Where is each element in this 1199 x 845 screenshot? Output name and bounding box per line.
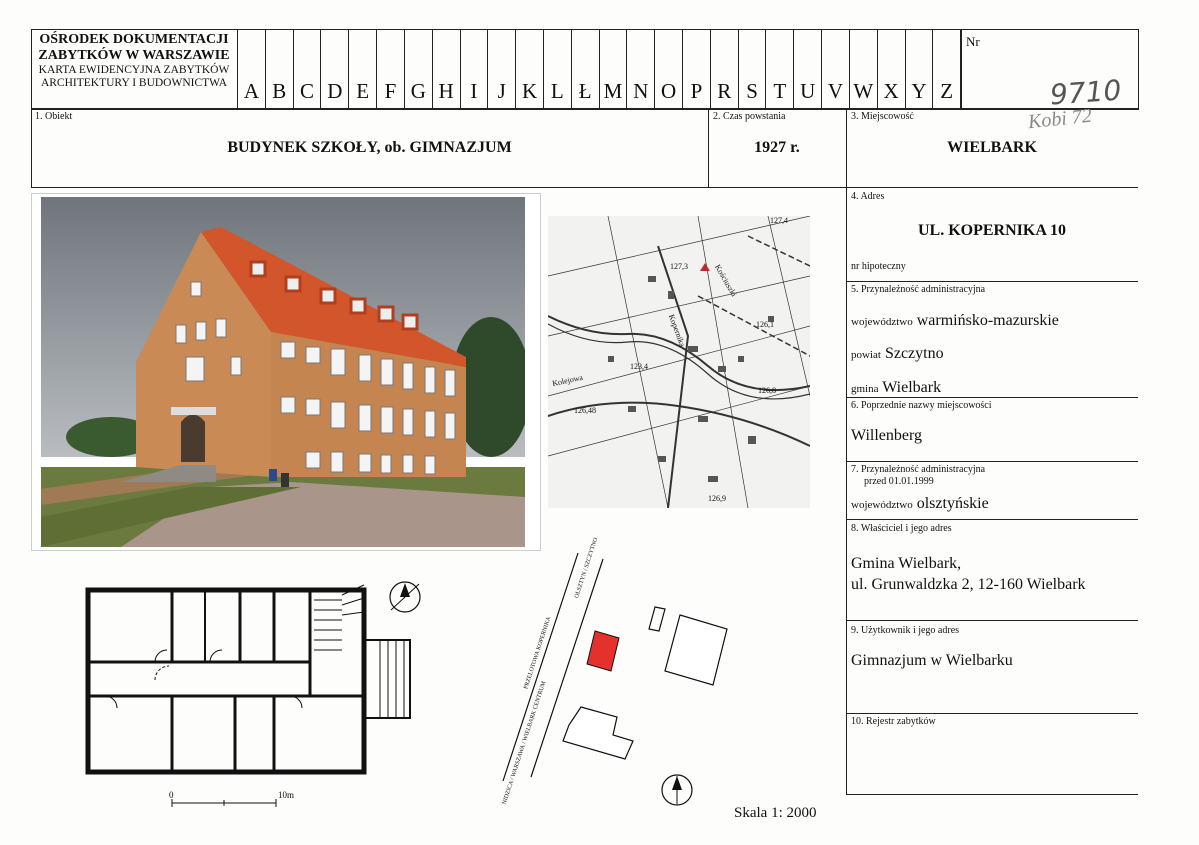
index-letter-cell (293, 29, 321, 108)
index-letter-cell (821, 29, 849, 108)
gmina-row (851, 379, 941, 397)
miejscowosc-value: WIELBARK (947, 139, 1037, 156)
map-label-street-2: Kościuszki (712, 262, 739, 299)
index-letter-cell (543, 29, 571, 108)
map-label-6: 126,8 (758, 386, 776, 395)
institution-line2: ZABYTKÓW W WARSZAWIE (38, 48, 230, 63)
przed-label-line2: przed 01.01.1999 (864, 476, 934, 487)
north-arrow-icon (388, 580, 422, 614)
wojewodztwo-przed-prefix: województwo (851, 499, 913, 511)
index-letter-cell (460, 29, 488, 108)
powiat-value: Szczytno (884, 345, 944, 362)
topographic-map (548, 216, 810, 508)
nr-label: Nr (966, 34, 980, 49)
site-street-label-1: OLSZTYN / SZCZYTNO (574, 536, 600, 600)
map-label-2: 127,4 (770, 216, 788, 225)
map-label-street-3: Kolejowa (551, 372, 584, 389)
site-street-label-3: NIDZICA / WARSZAWA / WIELBARK CENTRUM (501, 680, 548, 806)
nr-value: 9710 (1048, 73, 1123, 112)
institution-line1: OŚRODEK DOKUMENTACJI (39, 32, 229, 47)
gmina-prefix: gmina (851, 383, 879, 395)
index-letter: D (327, 79, 343, 103)
obiekt-label: 1. Obiekt (35, 111, 73, 122)
index-letter-cell (710, 29, 738, 108)
czas-label: 2. Czas powstania (713, 111, 786, 122)
card-title-line2: ARCHITEKTURY I BUDOWNICTWA (40, 77, 228, 89)
wojewodztwo-przed-value: olsztyńskie (916, 495, 989, 512)
wojewodztwo-prefix: województwo (851, 316, 913, 328)
powiat-row (851, 345, 944, 363)
adres-value: UL. KOPERNIKA 10 (917, 222, 1066, 239)
wlasciciel-line1: Gmina Wielbark, (851, 555, 962, 572)
index-letter: S (746, 79, 758, 103)
wlasciciel-label: 8. Właściciel i jego adres (851, 523, 952, 534)
index-letter-cell (905, 29, 933, 108)
map-label-7: 126,9 (708, 494, 726, 503)
index-letter-cell (348, 29, 376, 108)
map-label-5: 126,48 (574, 406, 596, 415)
map-label-street-1: Kopernika (666, 313, 687, 348)
czas-value: 1927 r. (754, 139, 800, 156)
index-letter: X (883, 79, 899, 103)
institution-box (31, 29, 237, 108)
obiekt-value: BUDYNEK SZKOŁY, ob. GIMNAZJUM (227, 139, 512, 156)
topographic-map-image (548, 216, 810, 508)
floor-plan (80, 570, 440, 810)
przynaleznosc-label: 5. Przynależność administracyjna (851, 284, 986, 295)
floor-plan-scale-end: 10m (278, 790, 295, 800)
floor-plan-drawing (80, 570, 440, 810)
index-letter: W (853, 79, 874, 103)
index-letter-cell (793, 29, 821, 108)
przed-label-line1: 7. Przynależność administracyjna (851, 464, 986, 475)
index-letter-cell (320, 29, 348, 108)
index-letter-cell (849, 29, 877, 108)
index-letter-cell (738, 29, 766, 108)
index-letter-cell (682, 29, 710, 108)
wojewodztwo-przed-row (851, 495, 989, 513)
index-letter-cell (432, 29, 460, 108)
index-letter: N (633, 79, 649, 103)
index-letter: O (661, 79, 677, 103)
wojewodztwo-row (851, 312, 1059, 330)
building-photo-image (41, 197, 525, 547)
powiat-prefix: powiat (851, 349, 881, 361)
index-letter-cell (237, 29, 265, 108)
index-letter-cell (626, 29, 654, 108)
map-label-1: 127,3 (670, 262, 688, 271)
uzytkownik-label: 9. Użytkownik i jego adres (851, 625, 960, 636)
index-letter: C (300, 79, 315, 103)
site-street-label-2: PRZELOTOWA KOPERNIKA (523, 616, 553, 690)
poprzednie-value: Willenberg (851, 427, 923, 444)
index-letter-cell (765, 29, 793, 108)
index-letters (237, 29, 960, 108)
index-letter: V (827, 79, 844, 103)
index-letter: M (603, 79, 623, 103)
index-letter: E (356, 79, 370, 103)
gmina-value: Wielbark (882, 379, 942, 396)
index-letter-cell (877, 29, 905, 108)
index-letter-cell (376, 29, 404, 108)
uzytkownik-value: Gimnazjum w Wielbarku (851, 652, 1013, 669)
map-label-3: 126,1 (756, 320, 774, 329)
hipoteczny-label: nr hipoteczny (851, 261, 906, 272)
index-letter: I (470, 79, 478, 103)
adres-label: 4. Adres (851, 191, 885, 202)
floor-plan-scale-start: 0 (169, 790, 174, 800)
index-letter: T (773, 79, 787, 103)
index-letter: J (497, 79, 506, 103)
wojewodztwo-value: warmińsko-mazurskie (916, 312, 1059, 329)
index-letter: P (690, 79, 703, 103)
index-letter: H (438, 79, 454, 103)
index-letter-cell (404, 29, 432, 108)
site-plan-scale: Skala 1: 2000 (734, 805, 817, 821)
site-highlight-building (587, 631, 619, 671)
index-letter: L (550, 79, 564, 103)
index-letter: K (521, 79, 538, 103)
wlasciciel-line2: ul. Grunwaldzka 2, 12-160 Wielbark (851, 576, 1086, 593)
index-letter: Ł (578, 79, 592, 103)
index-letter: F (384, 79, 397, 103)
poprzednie-label: 6. Poprzednie nazwy miejscowości (851, 400, 992, 411)
index-letter-cell (265, 29, 293, 108)
miejscowosc-label: 3. Miejscowość (851, 111, 914, 122)
index-letter: U (800, 79, 816, 103)
nr-note: Kobi 72 (1026, 104, 1093, 134)
rejestr-label: 10. Rejestr zabytków (851, 716, 936, 727)
card-title-line1: KARTA EWIDENCYJNA ZABYTKÓW (38, 64, 230, 76)
map-label-4: 123,4 (630, 362, 648, 371)
index-letter-cell (654, 29, 682, 108)
index-letter-cell (487, 29, 515, 108)
index-letter: G (410, 79, 426, 103)
index-letter-cell (571, 29, 599, 108)
index-letter: A (243, 79, 259, 103)
index-letter: Z (940, 79, 954, 103)
building-photo (31, 193, 541, 551)
index-letter-cell (599, 29, 627, 108)
index-letter-cell (515, 29, 543, 108)
index-letter-cell (932, 29, 960, 108)
index-letter: B (272, 79, 287, 103)
index-letter: Y (911, 79, 927, 103)
index-letter: R (717, 79, 732, 103)
